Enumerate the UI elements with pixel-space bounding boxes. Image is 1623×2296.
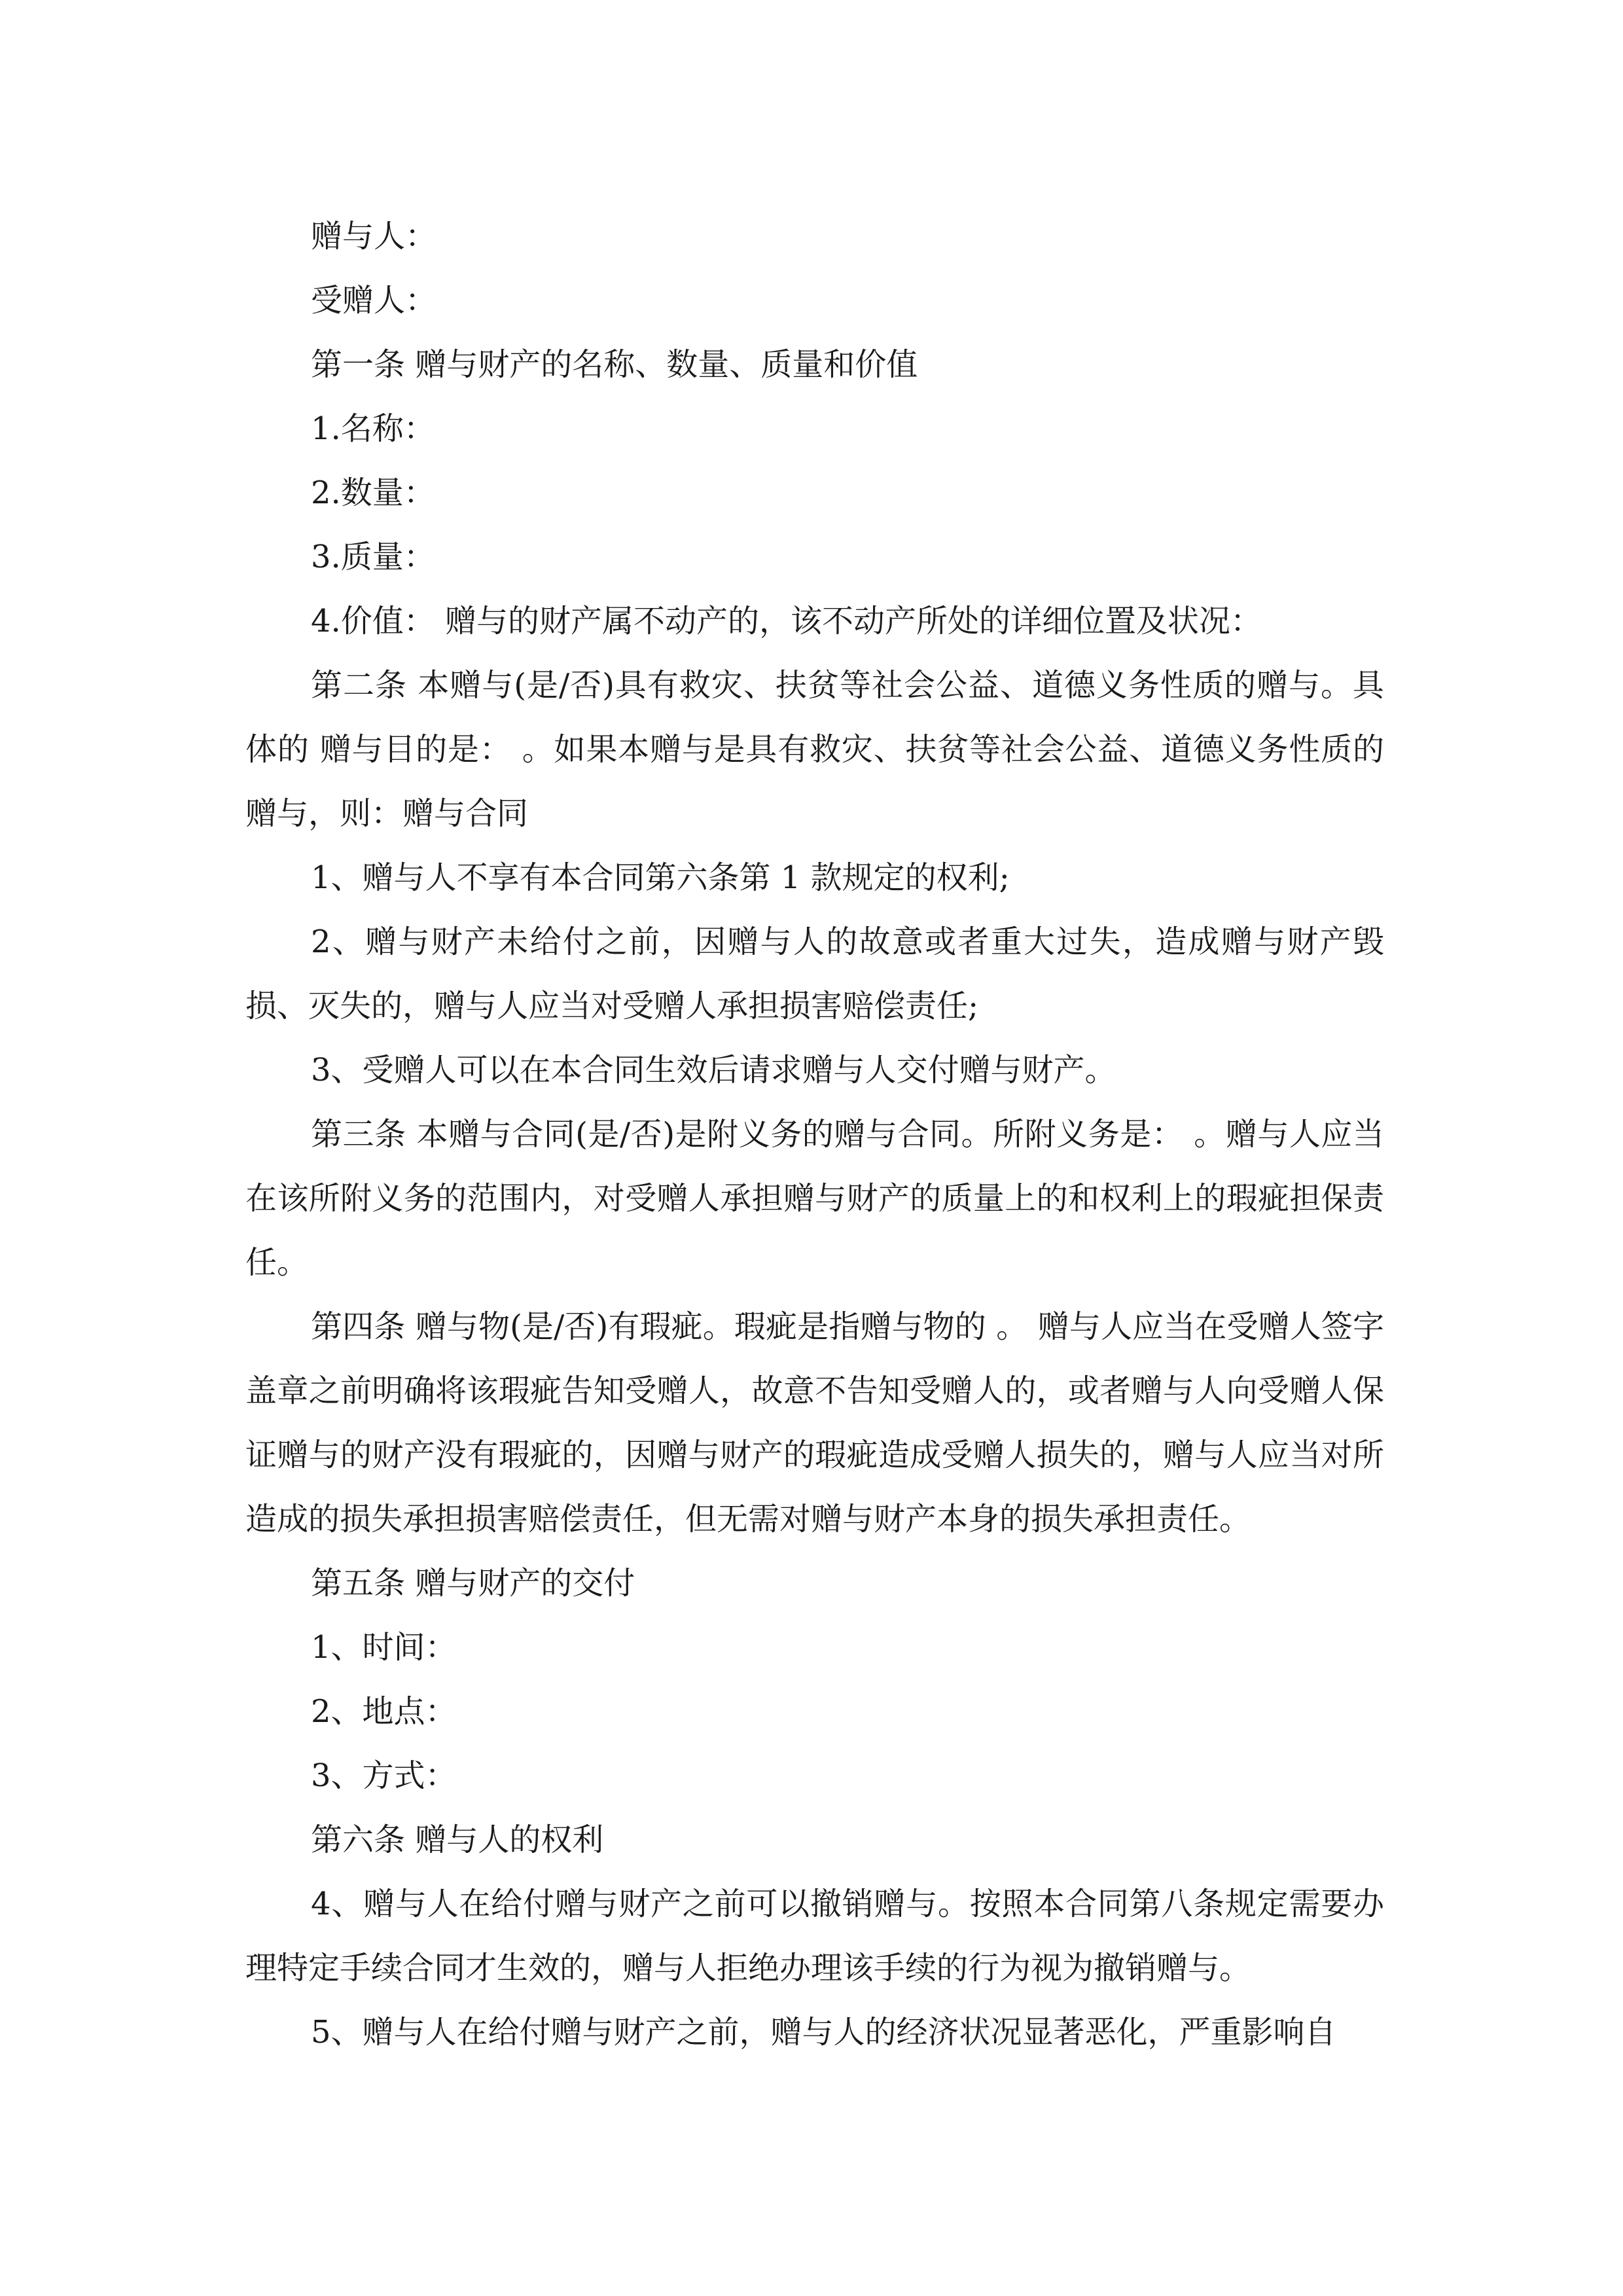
property-quality-line: 3.质量：: [311, 539, 435, 575]
article-5-heading: 第五条 赠与财产的交付: [311, 1565, 635, 1602]
article-1-heading: 第一条 赠与财产的名称、数量、质量和价值: [311, 346, 918, 383]
property-name-line: 1.名称：: [311, 410, 435, 447]
property-value-line: 4.价值： 赠与的财产属不动产的，该不动产所处的详细位置及状况：: [311, 603, 1262, 639]
document-body: [245, 204, 1384, 2064]
article-2-item-1: 1、赠与人不享有本合同第六条第 1 款规定的权利;: [311, 859, 1010, 896]
article-2-paragraph: 第二条 本赠与(是/否)具有救灾、扶贫等社会公益、道德义务性质的赠与。具体的 赠与目的是： 。如果本赠与是具有救灾、扶贫等社会公益、道德义务性质的赠与，则：赠与合同: [245, 667, 1384, 832]
article-2-item-3: 3、受赠人可以在本合同生效后请求赠与人交付赠与财产。: [311, 1052, 1116, 1088]
donor-line: 赠与人：: [311, 218, 437, 255]
donee-line: 受赠人：: [311, 282, 437, 319]
article-6-heading: 第六条 赠与人的权利: [311, 1821, 604, 1858]
delivery-time-line: 1、时间：: [311, 1629, 457, 1666]
article-6-item-4: 4、赠与人在给付赠与财产之前可以撤销赠与。按照本合同第八条规定需要办理特定手续合同才生效的，赠与人拒绝办理该手续的行为视为撤销赠与。: [245, 1886, 1384, 1986]
article-4-paragraph: 第四条 赠与物(是/否)有瑕疵。瑕疵是指赠与物的 。 赠与人应当在受赠人签字盖章之前明确将该瑕疵告知受赠人，故意不告知受赠人的，或者赠与人向受赠人保证赠与的财产没有瑕疵的，因赠与财产的瑕疵造成受赠人损失的，赠与人应当对所造成的损失承担损害赔偿责任，但无需对赠与财产本身的损失承担责任。: [245, 1308, 1384, 1537]
article-3-paragraph: 第三条 本赠与合同(是/否)是附义务的赠与合同。所附义务是： 。赠与人应当在该所附义务的范围内，对受赠人承担赠与财产的质量上的和权利上的瑕疵担保责任。: [245, 1116, 1384, 1281]
article-2-item-2: 2、赠与财产未给付之前，因赠与人的故意或者重大过失，造成赠与财产毁损、灭失的，赠与人应当对受赠人承担损害赔偿责任;: [245, 924, 1384, 1024]
property-quantity-line: 2.数量：: [311, 475, 435, 511]
article-6-item-5: 5、赠与人在给付赠与财产之前，赠与人的经济状况显著恶化，严重影响自: [311, 2014, 1336, 2051]
delivery-place-line: 2、地点：: [311, 1693, 457, 1730]
delivery-method-line: 3、方式：: [311, 1757, 457, 1794]
